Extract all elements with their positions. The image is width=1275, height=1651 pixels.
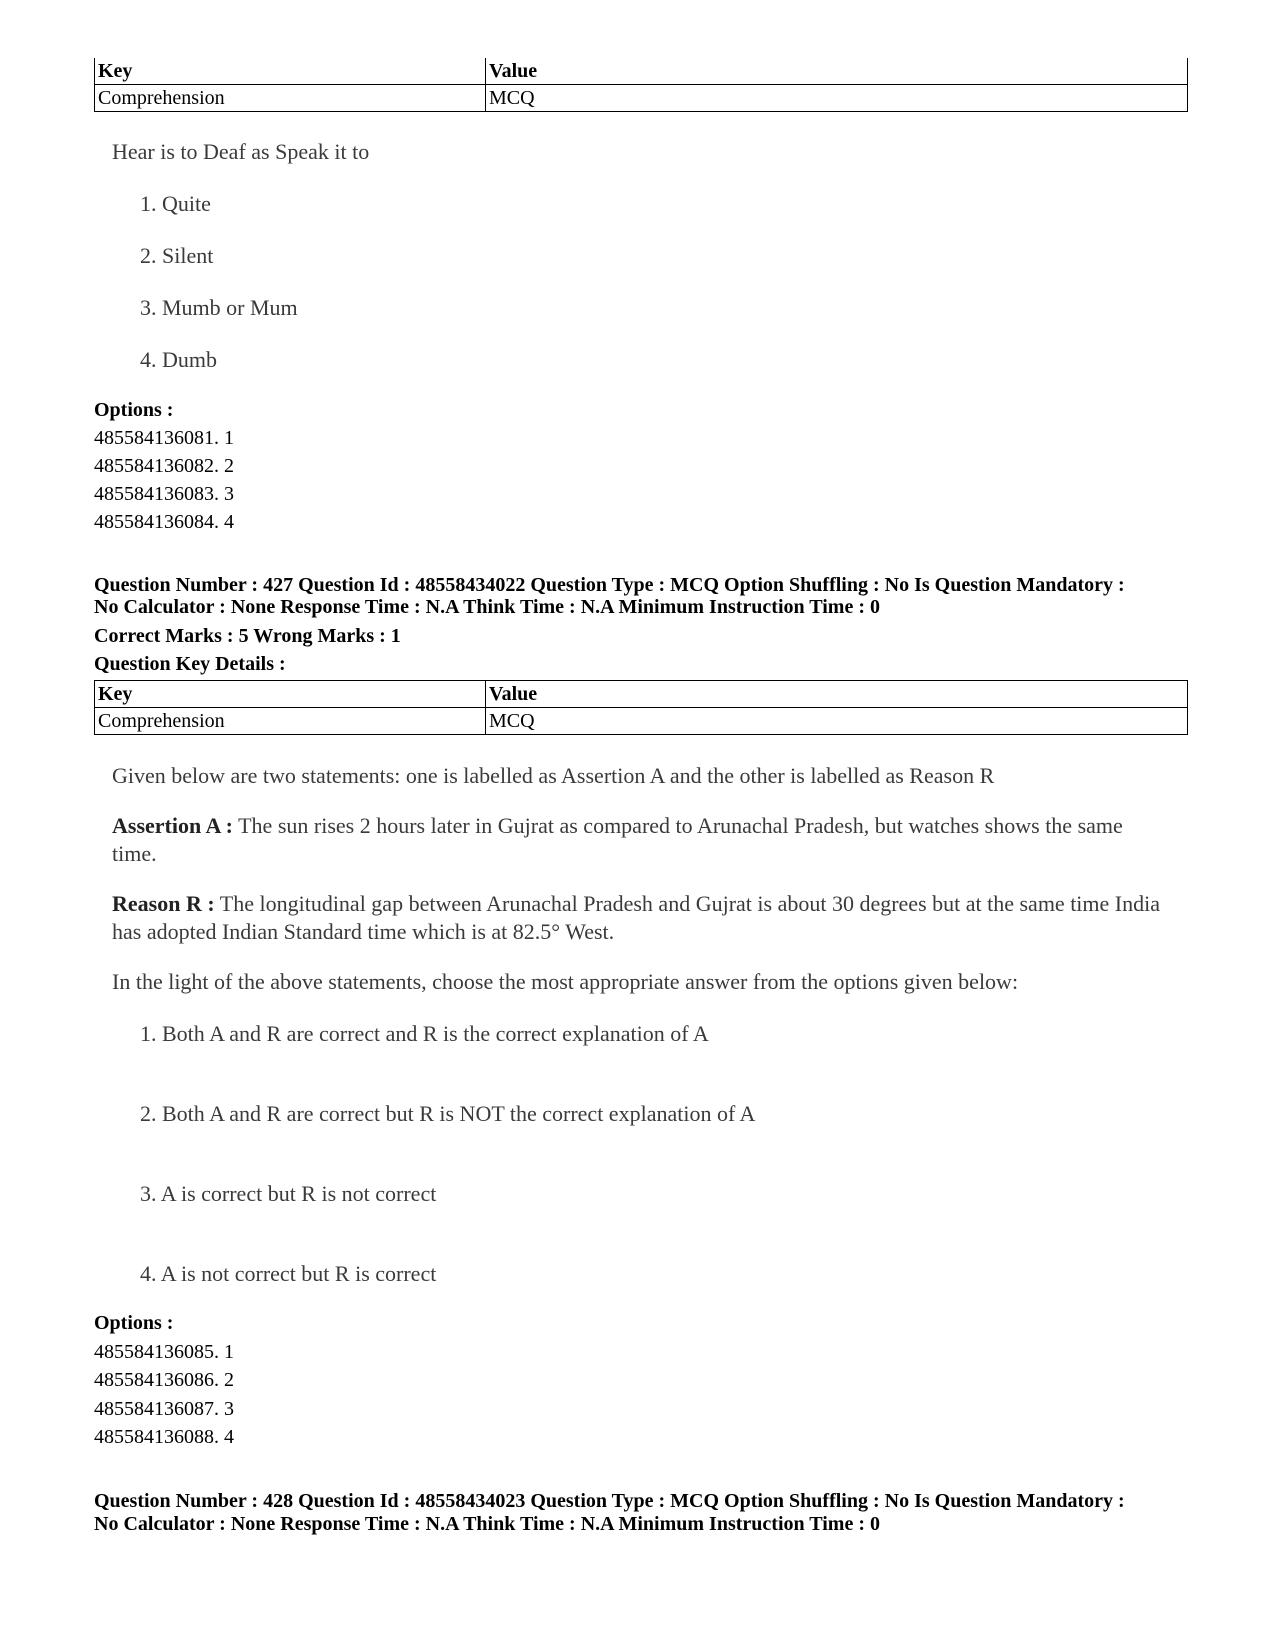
options-label: Options : xyxy=(94,1312,174,1334)
option-item: 485584136082. 2 xyxy=(94,455,234,477)
question-text: Hear is to Deaf as Speak it to xyxy=(112,139,370,164)
choice-item: 4. A is not correct but R is correct xyxy=(140,1261,437,1286)
choice-item: 4. Dumb xyxy=(140,347,217,372)
option-item: 485584136085. 1 xyxy=(94,1341,234,1363)
table-header-value: Value xyxy=(486,681,1188,708)
choice-item: 3. A is correct but R is not correct xyxy=(140,1181,437,1206)
table-cell-value: MCQ xyxy=(486,708,1188,735)
question-meta-line: Question Number : 428 Question Id : 48558434023 Question Type : MCQ Option Shuffling : No Is Question Mandatory : xyxy=(94,1490,1125,1512)
table-cell-key: Comprehension xyxy=(95,708,486,735)
choice-item: 1. Both A and R are correct and R is the correct explanation of A xyxy=(140,1021,709,1046)
question-intro: Given below are two statements: one is labelled as Assertion A and the other is labelled as Reason R xyxy=(112,763,995,788)
table-cell-value: MCQ xyxy=(486,85,1188,112)
key-value-table xyxy=(94,680,1188,735)
option-item: 485584136083. 3 xyxy=(94,483,234,505)
choice-item: 3. Mumb or Mum xyxy=(140,295,298,320)
table-cell-key: Comprehension xyxy=(95,85,486,112)
option-item: 485584136086. 2 xyxy=(94,1369,234,1391)
question-meta-line: No Calculator : None Response Time : N.A Think Time : N.A Minimum Instruction Time : 0 xyxy=(94,1513,880,1535)
reason-statement xyxy=(112,890,1162,946)
table-row xyxy=(95,708,1188,735)
key-details-label: Question Key Details : xyxy=(94,653,286,675)
question-meta-line: Question Number : 427 Question Id : 48558434022 Question Type : MCQ Option Shuffling : No Is Question Mandatory : xyxy=(94,574,1125,596)
assertion-text: The sun rises 2 hours later in Gujrat as compared to Arunachal Pradesh, but watches shows the same time. xyxy=(112,813,1123,866)
table-row xyxy=(95,85,1188,112)
marks-line: Correct Marks : 5 Wrong Marks : 1 xyxy=(94,625,401,647)
option-item: 485584136088. 4 xyxy=(94,1426,234,1448)
table-header-value: Value xyxy=(486,58,1188,85)
table-header-row xyxy=(95,681,1188,708)
choice-item: 2. Both A and R are correct but R is NOT the correct explanation of A xyxy=(140,1101,756,1126)
question-meta-line: No Calculator : None Response Time : N.A Think Time : N.A Minimum Instruction Time : 0 xyxy=(94,596,880,618)
key-value-table xyxy=(94,58,1188,112)
choice-item: 2. Silent xyxy=(140,243,214,268)
assertion-statement xyxy=(112,812,1162,868)
options-label: Options : xyxy=(94,399,174,421)
option-item: 485584136081. 1 xyxy=(94,427,234,449)
table-header-row xyxy=(95,58,1188,85)
reason-label: Reason R : xyxy=(112,891,215,916)
option-item: 485584136084. 4 xyxy=(94,511,234,533)
question-prompt: In the light of the above statements, choose the most appropriate answer from the options given below: xyxy=(112,969,1019,994)
choice-item: 1. Quite xyxy=(140,191,211,216)
table-header-key: Key xyxy=(95,681,486,708)
assertion-label: Assertion A : xyxy=(112,813,233,838)
table-header-key: Key xyxy=(95,58,486,85)
option-item: 485584136087. 3 xyxy=(94,1398,234,1420)
reason-text: The longitudinal gap between Arunachal Pradesh and Gujrat is about 30 degrees but at the same time India has adopted Indian Standard time which is at 82.5° West. xyxy=(112,891,1161,944)
